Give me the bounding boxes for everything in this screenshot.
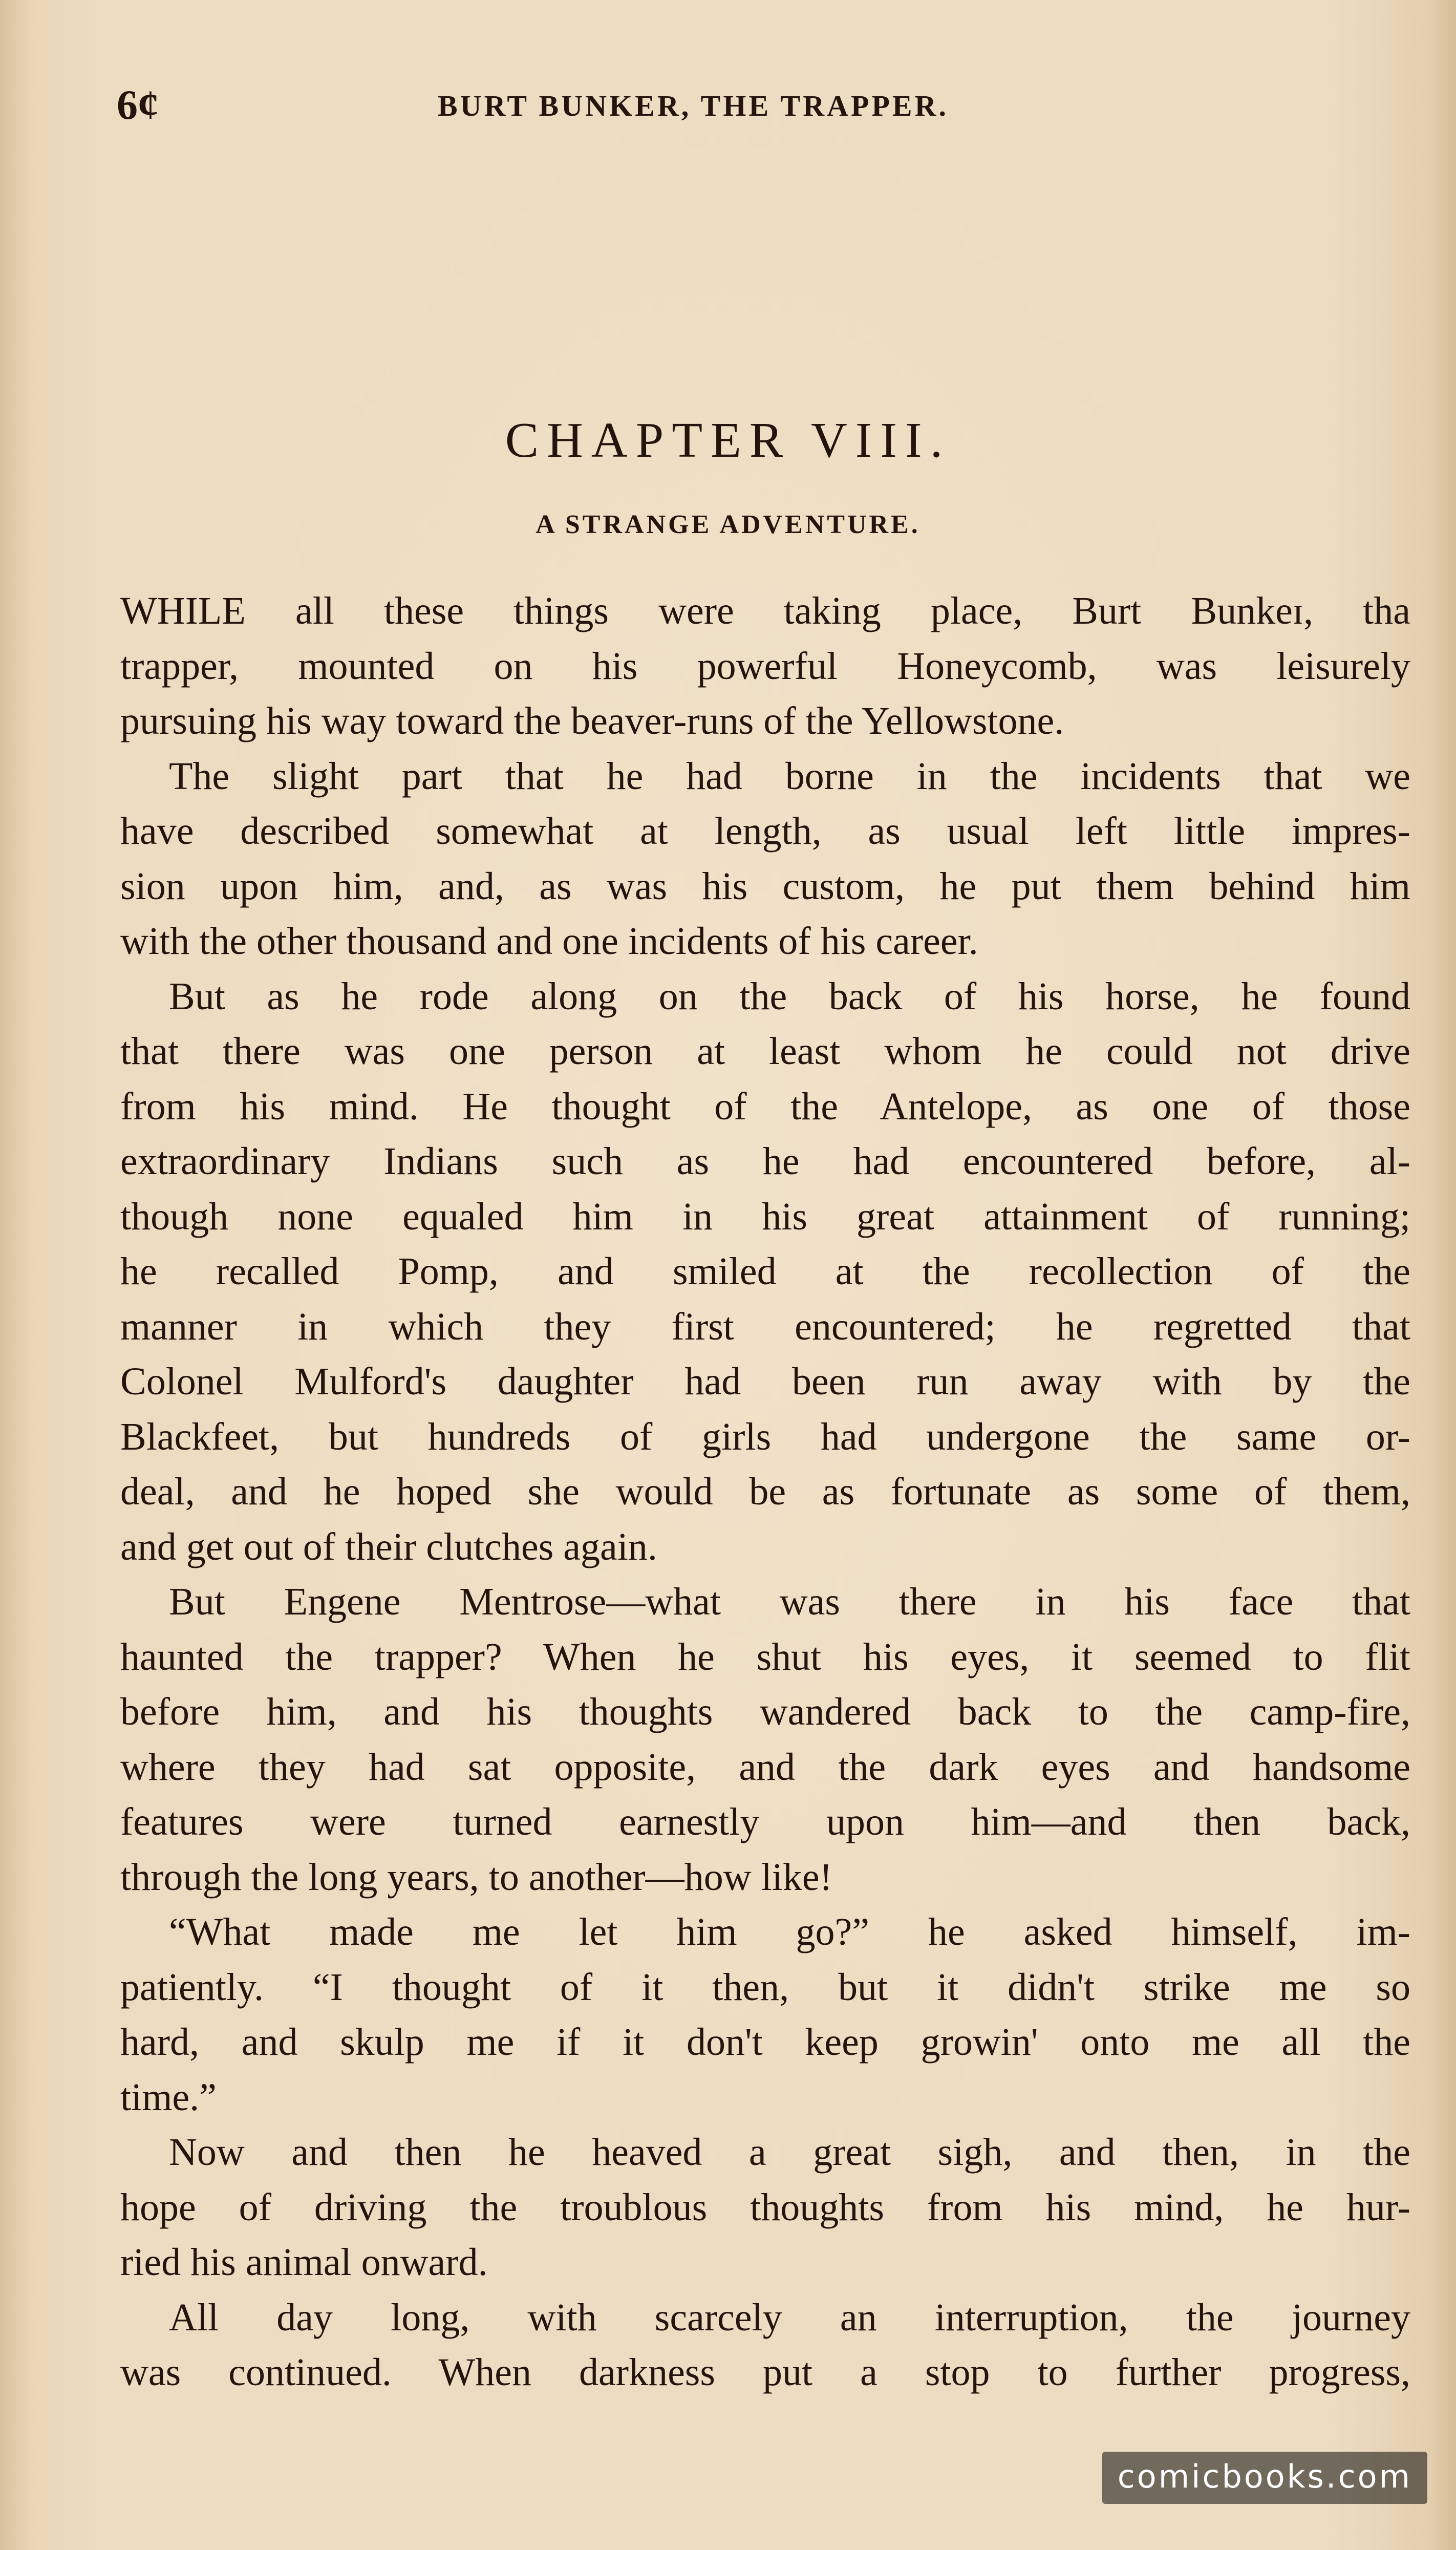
- text-line: deal, and he hoped she would be as fortunate as some of them,: [120, 1470, 1410, 1513]
- text-line: manner in which they first encountered; he regretted that: [120, 1305, 1410, 1348]
- text-line: have described somewhat at length, as usual left little impres-: [120, 810, 1410, 853]
- text-line: sion upon him, and, as was his custom, he put them behind him: [120, 864, 1410, 908]
- text-line: where they had sat opposite, and the dark eyes and handsome: [120, 1745, 1410, 1789]
- text-line: All day long, with scarcely an interruption, the journey: [169, 2296, 1410, 2339]
- text-line: Colonel Mulford's daughter had been run away with by the: [120, 1360, 1410, 1403]
- text-line: hope of driving the troublous thoughts from his mind, he hur-: [120, 2185, 1410, 2229]
- chapter-subtitle: A STRANGE ADVENTURE.: [536, 510, 920, 539]
- text-line: though none equaled him in his great attainment of running;: [120, 1195, 1410, 1238]
- page-header: [0, 77, 1456, 133]
- running-head: BURT BUNKER, THE TRAPPER.: [438, 89, 949, 122]
- watermark: comicbooks.com: [1102, 2452, 1427, 2504]
- text-line: before him, and his thoughts wandered back to the camp-fire,: [120, 1690, 1410, 1733]
- text-line: pursuing his way toward the beaver-runs of the Yellowstone.: [120, 699, 1064, 742]
- body-text: [120, 584, 1410, 2400]
- text-line: from his mind. He thought of the Antelope, as one of those: [120, 1085, 1410, 1128]
- text-line: hard, and skulp me if it don't keep growin' onto me all the: [120, 2021, 1410, 2064]
- text-line: But as he rode along on the back of his horse, he found: [169, 974, 1410, 1018]
- text-line: “What made me let him go?” he asked himself, im-: [169, 1910, 1410, 1953]
- text-line: ried his animal onward.: [120, 2241, 488, 2284]
- text-line: extraordinary Indians such as he had encountered before, al-: [120, 1140, 1410, 1183]
- text-line: with the other thousand and one incidents of his career.: [120, 920, 978, 963]
- text-line: he recalled Pomp, and smiled at the recollection of the: [120, 1250, 1410, 1293]
- text-line: Now and then he heaved a great sigh, and then, in the: [169, 2131, 1410, 2174]
- text-line: trapper, mounted on his powerful Honeycomb, was leisurely: [120, 644, 1410, 688]
- text-line: that there was one person at least whom he could not drive: [120, 1030, 1410, 1073]
- chapter-title: CHAPTER VIII.: [505, 413, 951, 468]
- page-number: 6¢: [117, 81, 159, 128]
- text-line: patiently. “I thought of it then, but it didn't strike me so: [120, 1965, 1410, 2009]
- text-line: through the long years, to another—how like!: [120, 1855, 832, 1899]
- text-line: was continued. When darkness put a stop to further progress,: [120, 2351, 1410, 2394]
- text-line: WHILE all these things were taking place, Burt Bunkeɪ, tha: [120, 589, 1410, 632]
- text-line: time.”: [120, 2075, 217, 2119]
- text-line: But Engene Mentrose—what was there in his face that: [169, 1580, 1410, 1623]
- text-line: and get out of their clutches again.: [120, 1525, 657, 1568]
- text-line: Blackfeet, but hundreds of girls had undergone the same or-: [120, 1415, 1410, 1458]
- text-line: haunted the trapper? When he shut his eyes, it seemed to flit: [120, 1635, 1410, 1678]
- text-line: features were turned earnestly upon him—and then back,: [120, 1800, 1410, 1843]
- text-line: The slight part that he had borne in the incidents that we: [169, 754, 1410, 798]
